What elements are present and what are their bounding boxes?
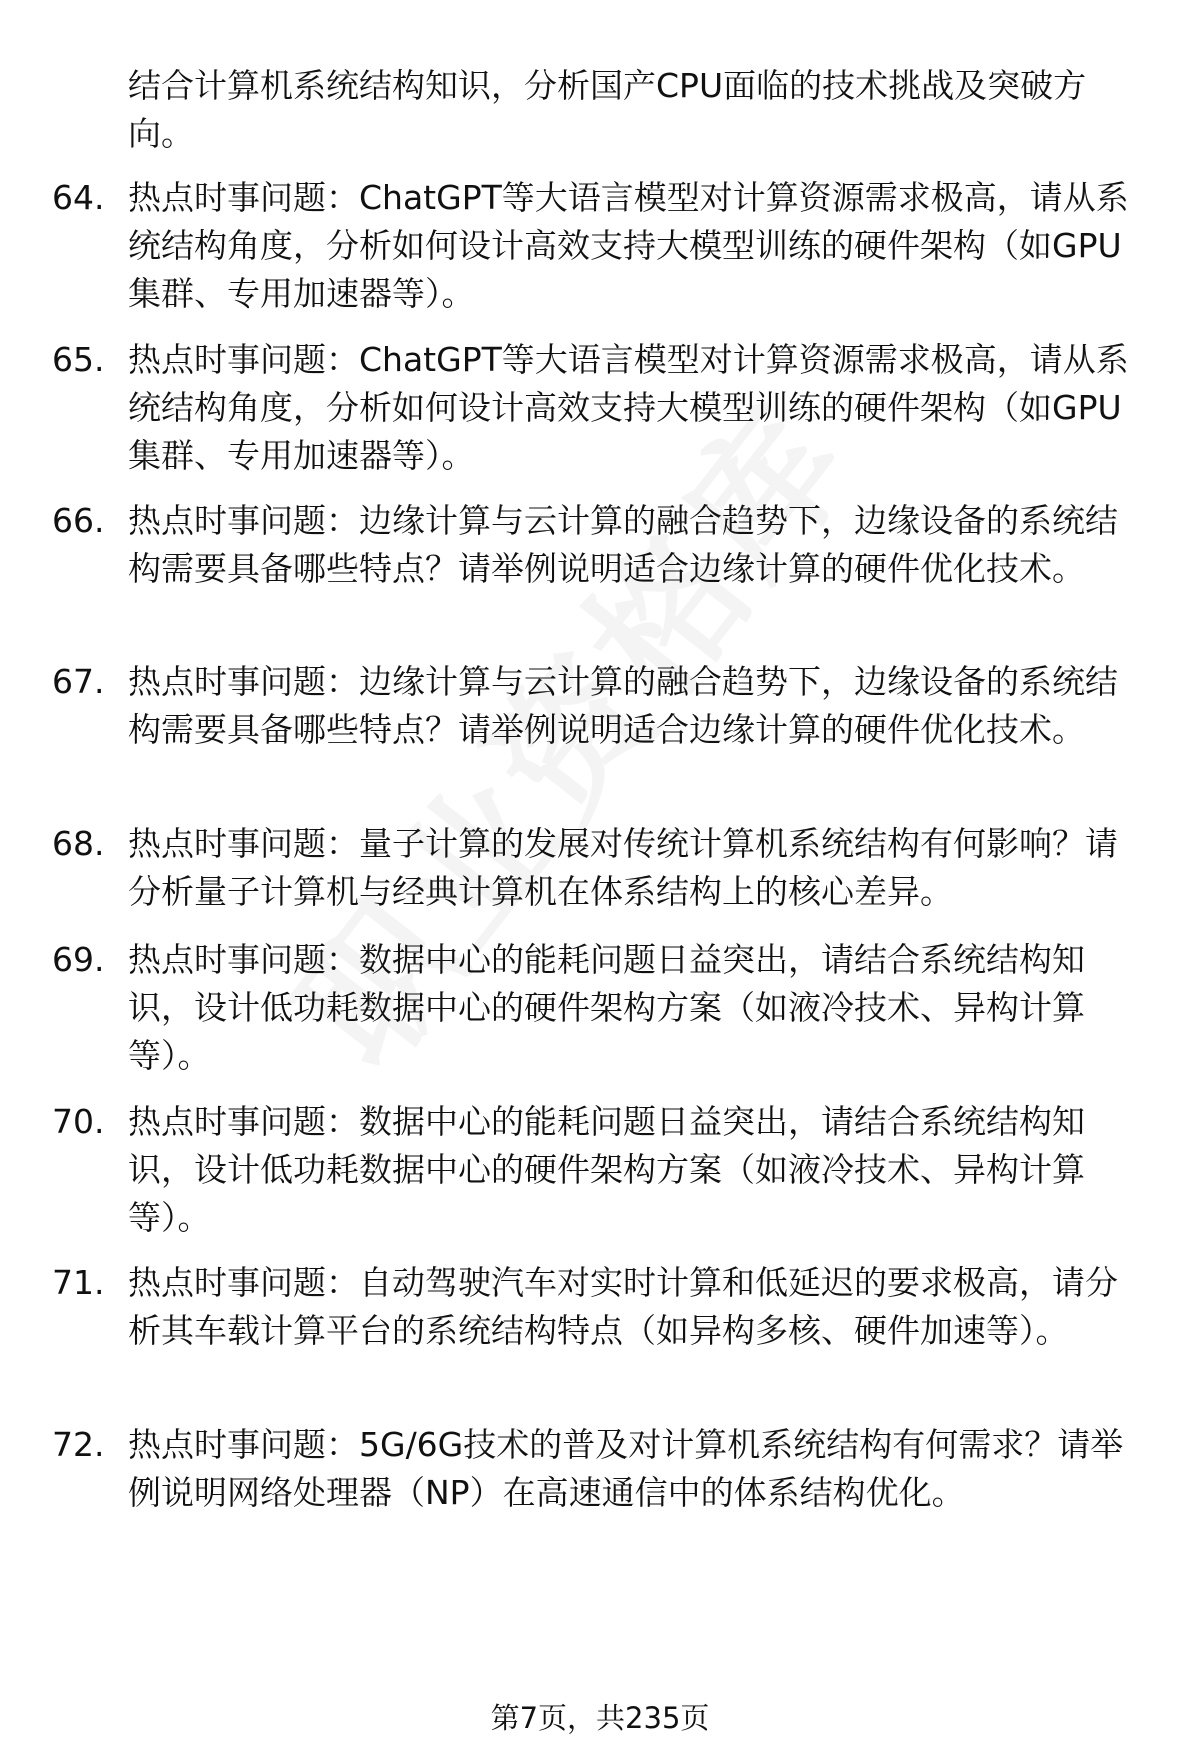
question-item [52,936,1142,1080]
question-number: 65. [52,340,105,379]
question-number: 67. [52,662,105,701]
question-text: 热点时事问题：5G/6G技术的普及对计算机系统结构有何需求？请举例说明网络处理器（NP）在高速通信中的体系结构优化。 [128,1425,1124,1512]
question-number: 72. [52,1425,105,1464]
question-number: 64. [52,178,105,217]
question-text: 热点时事问题：数据中心的能耗问题日益突出，请结合系统结构知识，设计低功耗数据中心的硬件架构方案（如液冷技术、异构计算等）。 [128,940,1085,1075]
question-number: 70. [52,1102,105,1141]
question-number: 66. [52,501,105,540]
question-item [52,658,1142,754]
question-number: 71. [52,1263,105,1302]
question-item [52,820,1142,916]
question-number: 68. [52,824,105,863]
page-footer: 第7页，共235页 [490,1701,710,1735]
continuation-text: 结合计算机系统结构知识，分析国产CPU面临的技术挑战及突破方向。 [128,66,1087,153]
question-item [52,1098,1142,1242]
question-text: 热点时事问题：ChatGPT等大语言模型对计算资源需求极高，请从系统结构角度，分析如何设计高效支持大模型训练的硬件架构（如GPU集群、专用加速器等）。 [128,178,1129,313]
question-text: 热点时事问题：ChatGPT等大语言模型对计算资源需求极高，请从系统结构角度，分析如何设计高效支持大模型训练的硬件架构（如GPU集群、专用加速器等）。 [128,340,1129,475]
question-item [52,1259,1142,1355]
question-text: 热点时事问题：自动驾驶汽车对实时计算和低延迟的要求极高，请分析其车载计算平台的系统结构特点（如异构多核、硬件加速等）。 [128,1263,1118,1350]
question-text: 热点时事问题：数据中心的能耗问题日益突出，请结合系统结构知识，设计低功耗数据中心的硬件架构方案（如液冷技术、异构计算等）。 [128,1102,1085,1237]
question-number: 69. [52,940,105,979]
question-item [52,336,1142,480]
question-text: 热点时事问题：量子计算的发展对传统计算机系统结构有何影响？请分析量子计算机与经典计算机在体系结构上的核心差异。 [128,824,1118,911]
question-item [52,1421,1142,1517]
question-text: 热点时事问题：边缘计算与云计算的融合趋势下，边缘设备的系统结构需要具备哪些特点？请举例说明适合边缘计算的硬件优化技术。 [128,662,1118,749]
question-item [52,497,1142,593]
question-text: 热点时事问题：边缘计算与云计算的融合趋势下，边缘设备的系统结构需要具备哪些特点？请举例说明适合边缘计算的硬件优化技术。 [128,501,1118,588]
question-item [52,174,1142,318]
